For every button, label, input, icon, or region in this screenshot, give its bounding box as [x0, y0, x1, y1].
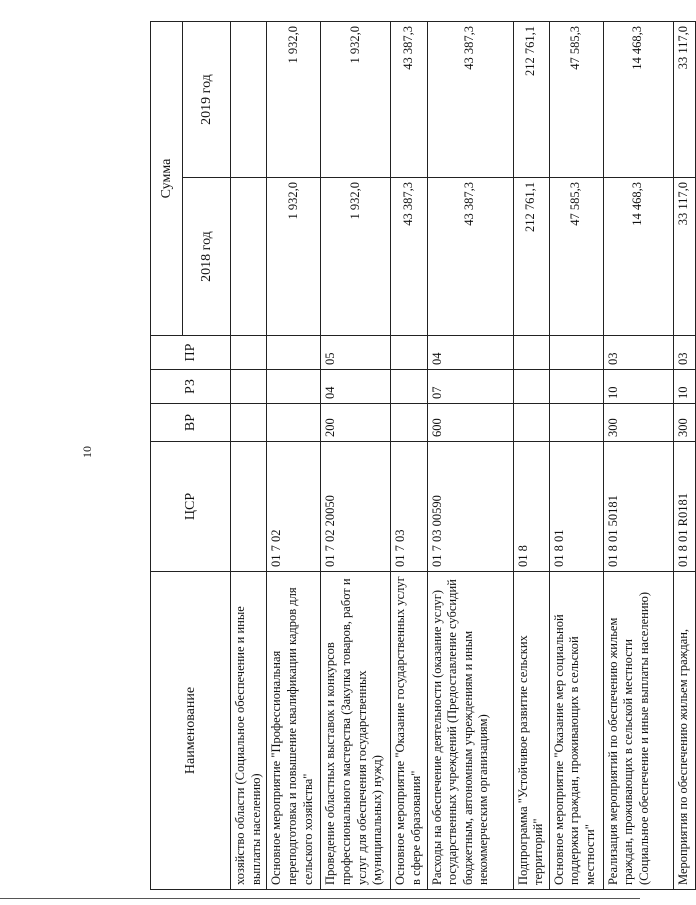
row-csr	[231, 442, 267, 572]
table-row	[427, 22, 513, 890]
table-row	[513, 22, 549, 890]
row-pr: 05	[321, 336, 391, 370]
row-2018: 1 932,0	[267, 178, 321, 336]
header-rz: РЗ	[151, 370, 231, 404]
row-name: Основное мероприятие "Профессиональная переподготовка и повышение квалификации кадров для сельского хозяйства"	[267, 572, 321, 890]
row-vr	[267, 404, 321, 442]
row-pr	[231, 336, 267, 370]
row-pr	[513, 336, 549, 370]
row-2019: 43 387,3	[391, 22, 427, 178]
row-2019: 14 468,3	[603, 22, 673, 178]
row-vr: 300	[673, 404, 695, 442]
row-2019	[231, 22, 267, 178]
row-2019: 212 761,1	[513, 22, 549, 178]
row-2018: 14 468,3	[603, 178, 673, 336]
row-vr: 300	[603, 404, 673, 442]
row-2019: 33 117,0	[673, 22, 695, 178]
header-pr: ПР	[151, 336, 231, 370]
row-rz	[513, 370, 549, 404]
table-row	[673, 22, 695, 890]
header-year-2018: 2018 год	[183, 178, 231, 336]
row-rz: 10	[603, 370, 673, 404]
row-2019: 1 932,0	[267, 22, 321, 178]
header-vr: ВР	[151, 404, 231, 442]
row-vr	[513, 404, 549, 442]
row-csr: 01 8	[513, 442, 549, 572]
table-row	[267, 22, 321, 890]
row-name: Мероприятия по обеспечению жильем граждан,	[673, 572, 695, 890]
row-2018: 212 761,1	[513, 178, 549, 336]
rotated-table-frame	[150, 22, 691, 890]
header-sum: Сумма	[151, 22, 183, 336]
row-csr: 01 8 01	[549, 442, 603, 572]
row-csr: 01 7 02	[267, 442, 321, 572]
header-year-2019: 2019 год	[183, 22, 231, 178]
row-2018: 1 932,0	[321, 178, 391, 336]
table-row	[549, 22, 603, 890]
row-rz: 10	[673, 370, 695, 404]
table-row	[321, 22, 391, 890]
budget-table	[150, 21, 696, 890]
scan-edge-line	[0, 898, 640, 899]
row-2018: 33 117,0	[673, 178, 695, 336]
row-name: Проведение областных выставок и конкурсов профессионального мастерства (Закупка товаров, работ и услуг для обеспечения государственных (муниципальных) нужд)	[321, 572, 391, 890]
row-name: Основное мероприятие "Оказание государственных услуг в сфере образования"	[391, 572, 427, 890]
row-name: Основное мероприятие "Оказание мер социальной поддержки граждан, проживающих в сельской местности"	[549, 572, 603, 890]
row-name: Расходы на обеспечение деятельности (оказание услуг) государственных учреждений (Предоставление субсидий бюджетным, автономным учреждениям и иным некоммерческим организациям)	[427, 572, 513, 890]
row-2018: 43 387,3	[391, 178, 427, 336]
row-pr: 03	[603, 336, 673, 370]
table-row	[231, 22, 267, 890]
row-rz: 07	[427, 370, 513, 404]
row-name: Реализация мероприятий по обеспечению жильем граждан, проживающих в сельской местности (Социальное обеспечение и иные выплаты населению)	[603, 572, 673, 890]
row-vr: 200	[321, 404, 391, 442]
row-vr	[549, 404, 603, 442]
table-row	[603, 22, 673, 890]
row-pr	[549, 336, 603, 370]
row-2019: 1 932,0	[321, 22, 391, 178]
row-2018: 43 387,3	[427, 178, 513, 336]
row-pr: 04	[427, 336, 513, 370]
row-name: хозяйство области (Социальное обеспечение и иные выплаты населению)	[231, 572, 267, 890]
row-vr: 600	[427, 404, 513, 442]
row-2019: 47 585,3	[549, 22, 603, 178]
row-csr: 01 8 01 R0181	[673, 442, 695, 572]
header-name: Наименование	[151, 572, 231, 890]
row-2018: 47 585,3	[549, 178, 603, 336]
row-2019: 43 387,3	[427, 22, 513, 178]
row-rz	[231, 370, 267, 404]
row-rz	[549, 370, 603, 404]
row-pr	[267, 336, 321, 370]
row-vr	[391, 404, 427, 442]
row-vr	[231, 404, 267, 442]
row-2018	[231, 178, 267, 336]
row-csr: 01 7 03	[391, 442, 427, 572]
row-rz: 04	[321, 370, 391, 404]
row-rz	[267, 370, 321, 404]
row-csr: 01 7 03 00590	[427, 442, 513, 572]
row-csr: 01 7 02 20050	[321, 442, 391, 572]
row-name: Подпрограмма "Устойчивое развитие сельских территорий"	[513, 572, 549, 890]
row-rz	[391, 370, 427, 404]
row-csr: 01 8 01 50181	[603, 442, 673, 572]
table-row	[391, 22, 427, 890]
page-number: 10	[80, 446, 94, 458]
header-csr: ЦСР	[151, 442, 231, 572]
row-pr: 03	[673, 336, 695, 370]
row-pr	[391, 336, 427, 370]
